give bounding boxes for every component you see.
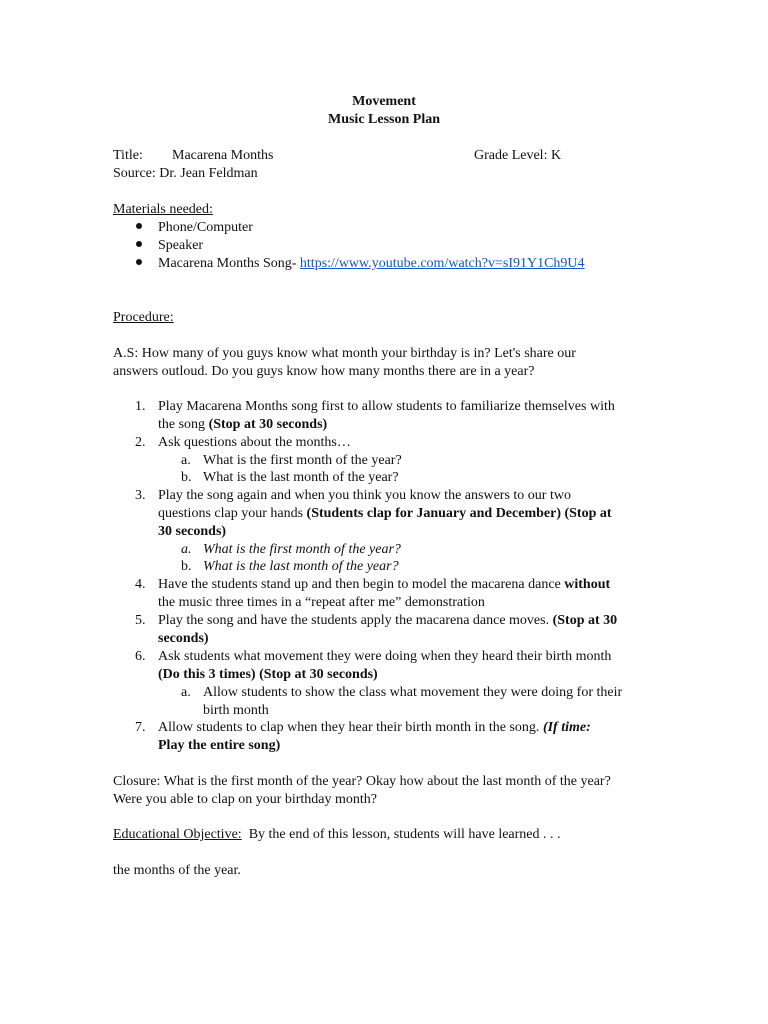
grade-value: K — [550, 148, 562, 163]
sub-item: Allow students to show the class what movement they were doing for their — [203, 685, 623, 700]
bullet-icon — [136, 223, 142, 229]
title-value: Macarena Months — [172, 148, 274, 163]
step-text: the music three times in a “repeat after me” demonstration — [158, 595, 485, 610]
step-text: Play Macarena Months song first to allow students to familiarize themselves with — [158, 399, 615, 414]
anticipatory-set-line: A.S: How many of you guys know what month your birthday is in? Let's share our — [113, 346, 576, 361]
sub-item: What is the last month of the year? — [203, 470, 399, 485]
grade-level — [474, 147, 561, 165]
step-number: 5. — [135, 613, 146, 628]
step-emphasis: without — [564, 577, 611, 592]
grade-label: Grade Level: — [474, 148, 548, 163]
step-note: Play the entire song) — [158, 738, 281, 753]
step-text-part: Play the song and have the students apply the macarena dance moves. — [158, 613, 553, 628]
sub-marker: a. — [181, 685, 191, 700]
step-text — [158, 612, 617, 630]
step-note: (Do this 3 times) (Stop at 30 seconds) — [158, 667, 378, 682]
material-item: Macarena Months Song- — [158, 256, 297, 271]
step-text-part: questions clap your hands — [158, 506, 307, 521]
step-note: (If time: — [542, 720, 591, 735]
step-number: 7. — [135, 720, 146, 735]
step-note: (Students clap for January and December) (Stop at — [306, 506, 612, 521]
step-text-part: Have the students stand up and then begin to model the macarena dance — [158, 577, 565, 592]
objective-label: Educational Objective: — [113, 827, 242, 842]
step-text: Play the song again and when you think you know the answers to our two — [158, 488, 571, 503]
material-item-song — [158, 255, 585, 273]
step-text: Ask students what movement they were doing when they heard their birth month — [158, 649, 612, 664]
sub-marker: b. — [181, 559, 192, 574]
song-link[interactable]: https://www.youtube.com/watch?v=sI91Y1Ch9U4 — [299, 256, 585, 271]
step-number: 3. — [135, 488, 146, 503]
step-number: 4. — [135, 577, 146, 592]
step-text — [158, 719, 591, 737]
document-title: Movement — [352, 94, 416, 109]
step-text — [158, 576, 610, 594]
step-text — [158, 416, 327, 434]
objective-text: By the end of this lesson, students will have learned . . . — [241, 827, 561, 842]
step-note: (Stop at 30 seconds) — [208, 417, 328, 432]
sub-item: What is the last month of the year? — [203, 559, 399, 574]
material-item: Phone/Computer — [158, 220, 253, 235]
sub-item: What is the first month of the year? — [203, 453, 402, 468]
document-subtitle: Music Lesson Plan — [327, 112, 440, 127]
material-item: Speaker — [158, 238, 204, 253]
source-label: Source: — [113, 166, 156, 181]
sub-marker: a. — [181, 542, 192, 557]
objective-line — [113, 826, 561, 844]
step-text — [158, 505, 612, 523]
step-text: Ask questions about the months… — [158, 435, 351, 450]
step-number: 2. — [135, 435, 146, 450]
sub-item: What is the first month of the year? — [203, 542, 401, 557]
sub-marker: a. — [181, 453, 191, 468]
step-note: 30 seconds) — [158, 524, 227, 539]
title-label: Title: — [113, 148, 143, 163]
closure-line: Were you able to clap on your birthday month? — [113, 792, 378, 807]
step-note: seconds) — [158, 631, 209, 646]
bullet-icon — [136, 241, 142, 247]
step-number: 1. — [135, 399, 146, 414]
step-number: 6. — [135, 649, 146, 664]
materials-heading: Materials needed: — [113, 202, 213, 217]
source-line — [113, 165, 258, 183]
sub-item: birth month — [203, 703, 269, 718]
anticipatory-set-line: answers outloud. Do you guys know how many months there are in a year? — [113, 364, 535, 379]
objective-result: the months of the year. — [113, 863, 241, 878]
step-note: (Stop at 30 — [552, 613, 618, 628]
bullet-icon — [136, 259, 142, 265]
closure-line: Closure: What is the first month of the year? Okay how about the last month of the year? — [113, 774, 611, 789]
step-text-part: the song — [158, 417, 209, 432]
procedure-heading: Procedure: — [113, 310, 174, 325]
source-value: Dr. Jean Feldman — [159, 166, 258, 181]
step-text-part: Allow students to clap when they hear their birth month in the song. — [158, 720, 543, 735]
sub-marker: b. — [181, 470, 192, 485]
